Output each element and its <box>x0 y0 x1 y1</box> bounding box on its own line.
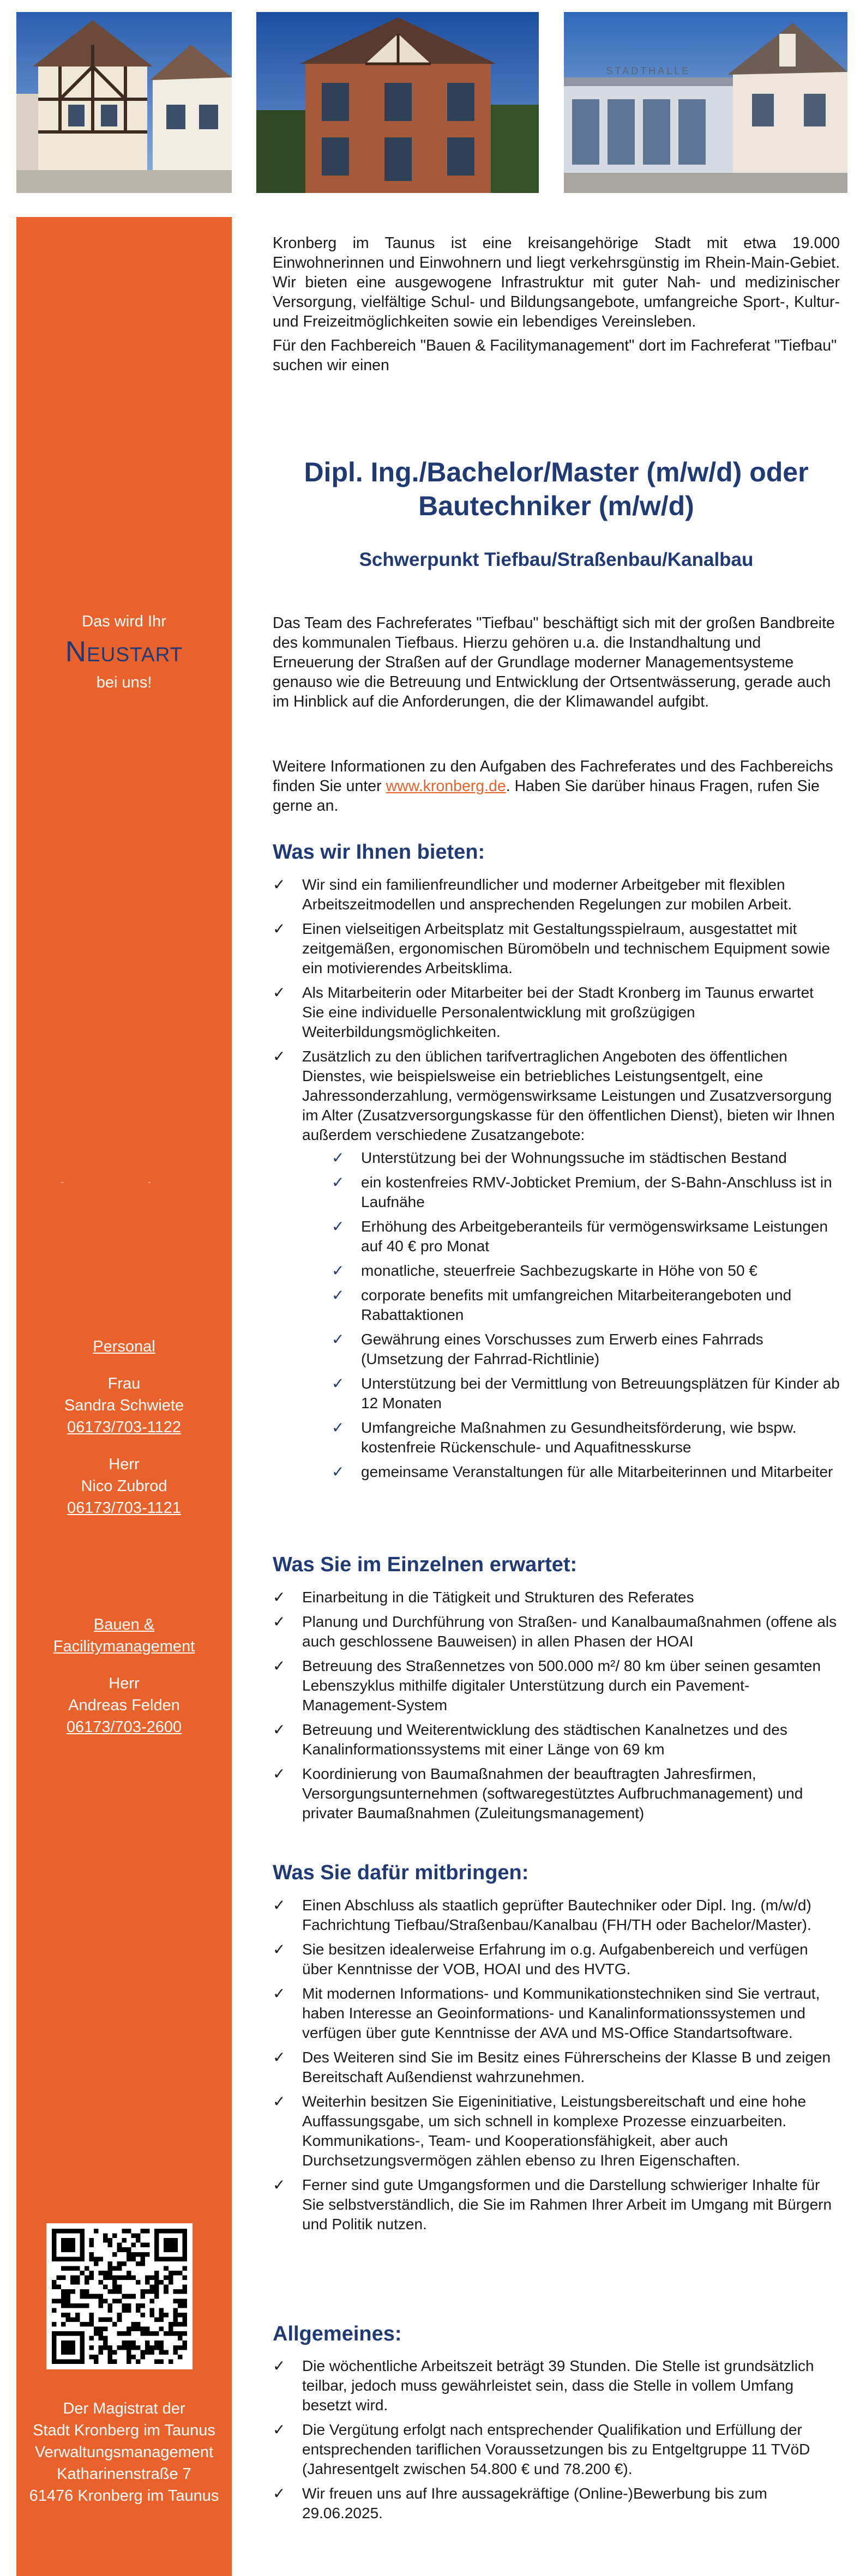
intro-paragraph: Kronberg im Taunus ist eine kreisangehörige Stadt mit etwa 19.000 Einwohnerinnen und Einwohnern und liegt verkehrsgünstig im Rhein-Main-Gebiet. Wir bieten eine ausgewogene Infrastruktur mit guter Nah- und medizinischer Versorgung, vielfältige Schul- und Bildungsangebote, umfangreiche Sport-, Kultur-und Freizeitmöglichkeiten sowie ein lebendiges Vereinsleben. <box>273 234 840 330</box>
sub-list-item <box>332 1286 840 1325</box>
list-item <box>273 1612 840 1651</box>
check-icon: ✓ <box>332 1287 345 1304</box>
list-item <box>273 2484 840 2523</box>
list-item <box>273 2092 840 2170</box>
check-icon: ✓ <box>273 2176 286 2193</box>
team-paragraph: Das Team des Fachreferates "Tiefbau" beschäftigt sich mit der großen Bandbreite des kommunalen Tiefbaus. Hierzu gehören u.a. die Instandhaltung und Erneuerung der Straßen auf der Grundlage moderner Managementsysteme genauso wie die Betreuung und Entwicklung der Ortsentwässerung, gerade auch im Hinblick auf die Anforderungen, die der Klimawandel aufgibt. <box>273 614 835 710</box>
department-bauen-link[interactable]: Facilitymanagement <box>53 1638 195 1655</box>
list-item-text: Einen Abschluss als staatlich geprüfter Bautechniker oder Dipl. Ing. (m/w/d) Fachrichtung Tiefbau/Straßenbau/Kanalbau (FH/TH oder Bachelor/Master). <box>302 1897 811 1933</box>
list-item <box>273 2420 840 2479</box>
contact-name: Nico Zubrod <box>81 1477 167 1495</box>
check-icon: ✓ <box>273 2093 286 2110</box>
info-paragraph <box>273 757 840 816</box>
check-icon: ✓ <box>273 2049 286 2066</box>
list-item-text: Die wöchentliche Arbeitszeit beträgt 39 Stunden. Die Stelle ist grundsätzlich teilbar, jedoch muss gewährleistet sein, dass die Stelle in vollem Umfang besetzt wird. <box>302 2357 814 2414</box>
check-icon: ✓ <box>273 2485 286 2502</box>
contact-phone-link[interactable]: 06173/703-1121 <box>67 1499 182 1517</box>
sub-list-item <box>332 1261 840 1281</box>
list-item <box>273 1896 840 1935</box>
check-icon: ✓ <box>332 1218 345 1235</box>
requirements-list <box>273 1896 840 2239</box>
tasks-list <box>273 1588 840 1828</box>
info-text: Weitere Informationen zu den Aufgaben des Fachreferates und des Fachbereichs finden Sie unter <box>273 758 833 795</box>
sub-list-item <box>332 1462 840 1482</box>
check-icon: ✓ <box>273 1613 286 1630</box>
tagline <box>16 611 232 693</box>
sub-list-item <box>332 1217 840 1256</box>
list-item-text: gemeinsame Veranstaltungen für alle Mitarbeiterinnen und Mitarbeiter <box>361 1463 833 1480</box>
stadthalle-photo <box>564 12 847 193</box>
list-item <box>273 2048 840 2087</box>
check-icon: ✓ <box>332 1149 345 1166</box>
check-icon: ✓ <box>273 1657 286 1674</box>
list-item-text: monatliche, steuerfreie Sachbezugskarte in Höhe von 50 € <box>361 1262 757 1279</box>
list-item <box>273 1047 840 1482</box>
list-item-text: Betreuung und Weiterentwicklung des städtischen Kanalnetzes und des Kanalinformationssystems mit einer Länge von 69 km <box>302 1721 787 1758</box>
check-icon: ✓ <box>332 1331 345 1348</box>
tagline-bottom: bei uns! <box>96 674 152 691</box>
sub-list-item <box>332 1173 840 1212</box>
half-timbered-house-photo <box>16 12 232 193</box>
benefits-sublist <box>332 1148 840 1482</box>
list-item-text: Weiterhin besitzen Sie Eigeninitiative, Leistungsbereitschaft und eine hohe Auffassungsgabe, um sich schnell in komplexe Prozesse einzuarbeiten. Kommunikations-, Team- und Kooperationsfähigkeit, aber auch Durchsetzungsvermögen zählen ebenso zu Ihren Eigenschaften. <box>302 2093 807 2169</box>
list-item-text: Wir freuen uns auf Ihre aussagekräftige (Online-)Bewerbung bis zum 29.06.2025. <box>302 2485 767 2521</box>
list-item-text: Gewährung eines Vorschusses zum Erwerb eines Fahrrads (Umsetzung der Fahrrad-Richtlinie) <box>361 1331 763 1367</box>
list-item <box>273 919 840 978</box>
list-item-text: Erhöhung des Arbeitgeberanteils für vermögenswirksame Leistungen auf 40 € pro Monat <box>361 1218 828 1254</box>
contact-phone-link[interactable]: 06173/703-1122 <box>67 1419 182 1436</box>
sub-list-item <box>332 1374 840 1413</box>
list-item-text: Einarbeitung in die Tätigkeit und Strukturen des Referates <box>302 1589 694 1606</box>
website-link[interactable]: www.kronberg.de <box>386 777 506 795</box>
list-item-text: corporate benefits mit umfangreichen Mitarbeiterangeboten und Rabattaktionen <box>361 1287 792 1323</box>
check-icon: ✓ <box>273 984 286 1001</box>
qr-code[interactable] <box>46 2223 193 2369</box>
check-icon: ✓ <box>273 1897 286 1914</box>
list-item-text: Wir sind ein familienfreundlicher und moderner Arbeitgeber mit flexiblen Arbeitszeitmodellen und ansprechenden Regelungen zur mobilen Arbeit. <box>302 876 792 913</box>
contact-salutation: Herr <box>109 1456 140 1473</box>
stadthalle-sign: STADTHALLE <box>606 65 691 76</box>
section-heading-tasks: Was Sie im Einzelnen erwartet: <box>273 1553 578 1576</box>
sub-list-item <box>332 1330 840 1369</box>
address-line: Katharinenstraße 7 <box>57 2465 191 2483</box>
list-item-text: Unterstützung bei der Wohnungssuche im städtischen Bestand <box>361 1149 787 1166</box>
tagline-neustart: Neustart <box>65 636 183 668</box>
list-item <box>273 983 840 1042</box>
list-item-text: Zusätzlich zu den üblichen tarifvertraglichen Angeboten des öffentlichen Dienstes, wie beispielsweise ein betriebliches Leistungsentgelt, eine Jahressonderzahlung, vermögenswirksame Leistungen und Zusatzversorgung im Alter (Zusatzversorgungskasse für den öffentlichen Dienst), bieten wir Ihnen außerdem verschiedene Zusatzangebote: <box>302 1048 835 1143</box>
sub-list-item <box>332 1148 840 1168</box>
list-item-text: Umfangreiche Maßnahmen zu Gesundheitsförderung, wie bspw. kostenfreie Rückenschule- und Aquafitnesskurse <box>361 1419 797 1456</box>
check-icon: ✓ <box>273 1048 286 1065</box>
contact-personal <box>16 1336 232 1519</box>
check-icon: ✓ <box>332 1174 345 1191</box>
list-item <box>273 2356 840 2415</box>
contact-salutation: Herr <box>109 1675 140 1692</box>
list-item <box>273 1764 840 1823</box>
list-item <box>273 1984 840 2043</box>
list-item-text: Des Weiteren sind Sie im Besitz eines Führerscheins der Klasse B und zeigen Bereitschaft Außendienst wahrzunehmen. <box>302 2049 831 2085</box>
job-subtitle: Schwerpunkt Tiefbau/Straßenbau/Kanalbau <box>359 549 754 570</box>
general-list <box>273 2356 840 2528</box>
list-item-text: Mit modernen Informations- und Kommunikationstechniken sind Sie vertraut, haben Interesse an Geoinformations- und Kanalinformationssystemen und verfügen über gute Kenntnisse der AVA und MS-Office Standartsoftware. <box>302 1985 820 2041</box>
contact-phone-link[interactable]: 06173/703-2600 <box>66 1718 182 1736</box>
sub-list-item <box>332 1418 840 1457</box>
check-icon: ✓ <box>332 1375 345 1392</box>
list-item-text: Unterstützung bei der Vermittlung von Betreuungsplätzen für Kinder ab 12 Monaten <box>361 1375 840 1411</box>
offers-list <box>273 875 840 1487</box>
list-item-text: Koordinierung von Baumaßnahmen der beauftragten Jahresfirmen, Versorgungsunternehmen (softwaregestütztes Aufbruchmanagement) und privater Baumaßnahmen (Zuleitungsmanagement) <box>302 1765 803 1821</box>
list-item-text: Betreuung des Straßennetzes von 500.000 m²/ 80 km über seinen gesamten Lebenszyklus mithilfe digitaler Unterstützung durch ein Pavement-Management-System <box>302 1657 821 1714</box>
list-item <box>273 875 840 914</box>
check-icon: ✓ <box>273 876 286 893</box>
list-item <box>273 1720 840 1759</box>
check-icon: ✓ <box>273 1985 286 2002</box>
check-icon: ✓ <box>273 1589 286 1606</box>
intro-paragraph-2: Für den Fachbereich "Bauen & Facilitymanagement" dort im Fachreferat "Tiefbau" suchen wir einen <box>273 337 837 374</box>
list-item <box>273 2175 840 2234</box>
contact-name: Sandra Schwiete <box>64 1397 184 1414</box>
check-icon: ✓ <box>332 1463 345 1480</box>
address-line: Verwaltungsmanagement <box>34 2444 214 2461</box>
contact-salutation: Frau <box>107 1375 141 1392</box>
check-icon: ✓ <box>273 1941 286 1958</box>
section-heading-general: Allgemeines: <box>273 2322 402 2345</box>
address-line: Stadt Kronberg im Taunus <box>33 2422 215 2439</box>
check-icon: ✓ <box>273 2421 286 2438</box>
list-item <box>273 1588 840 1607</box>
check-icon: ✓ <box>273 1721 286 1738</box>
list-item-text: ein kostenfreies RMV-Jobticket Premium, der S-Bahn-Anschluss ist in Laufnähe <box>361 1174 832 1210</box>
check-icon: ✓ <box>273 2357 286 2374</box>
job-title: Dipl. Ing./Bachelor/Master (m/w/d) oder Bautechniker (m/w/d) <box>304 457 809 521</box>
list-item <box>273 1656 840 1715</box>
list-item-text: Ferner sind gute Umgangsformen und die Darstellung schwieriger Inhalte für Sie selbstverständlich, die Sie im Rahmen Ihrer Arbeit im Umgang mit Bürgern und Politik nutzen. <box>302 2176 832 2233</box>
list-item-text: Die Vergütung erfolgt nach entsprechender Qualifikation und Erfüllung der entsprechenden tariflichen Voraussetzungen bis zu Entgeltgruppe 11 TVöD (Jahresentgelt zwischen 54.800 € und 78.200 €). <box>302 2421 810 2477</box>
address-line: Der Magistrat der <box>63 2400 185 2417</box>
section-heading-requirements: Was Sie dafür mitbringen: <box>273 1861 529 1884</box>
list-item-text: Als Mitarbeiterin oder Mitarbeiter bei der Stadt Kronberg im Taunus erwartet Sie eine individuelle Personalentwicklung mit großzügigen Weiterbildungsmöglichkeiten. <box>302 984 814 1040</box>
list-item-text: Planung und Durchführung von Straßen- und Kanalbaumaßnahmen (offene als auch geschlossene Bauweisen) in allen Phasen der HOAI <box>302 1613 837 1650</box>
section-heading-offers: Was wir Ihnen bieten: <box>273 841 485 864</box>
villa-building-photo <box>256 12 539 193</box>
department-personal-link[interactable]: Personal <box>93 1338 155 1355</box>
check-icon: ✓ <box>332 1262 345 1279</box>
decorative-dot <box>148 1182 151 1183</box>
check-icon: ✓ <box>332 1419 345 1436</box>
address-block <box>16 2398 232 2507</box>
tagline-top: Das wird Ihr <box>82 613 166 630</box>
address-line: 61476 Kronberg im Taunus <box>29 2487 219 2505</box>
list-item-text: Einen vielseitigen Arbeitsplatz mit Gestaltungsspielraum, ausgestattet mit zeitgemäßen, ergonomischen Büromöbeln und technischem Equipment sowie ein motivierendes Arbeitsklima. <box>302 920 831 976</box>
contact-bauen <box>16 1614 232 1738</box>
department-bauen-link[interactable]: Bauen & <box>93 1616 155 1633</box>
contact-name: Andreas Felden <box>68 1697 180 1714</box>
check-icon: ✓ <box>273 1765 286 1782</box>
list-item <box>273 1940 840 1979</box>
sidebar <box>16 217 232 2576</box>
check-icon: ✓ <box>273 920 286 937</box>
list-item-text: Sie besitzen idealerweise Erfahrung im o.g. Aufgabenbereich und verfügen über Kenntnisse der VOB, HOAI und des HVTG. <box>302 1941 808 1977</box>
decorative-dot <box>61 1182 63 1183</box>
info-text: . Haben Sie darüber hinaus Fragen, rufen Sie gerne an. <box>273 777 820 815</box>
